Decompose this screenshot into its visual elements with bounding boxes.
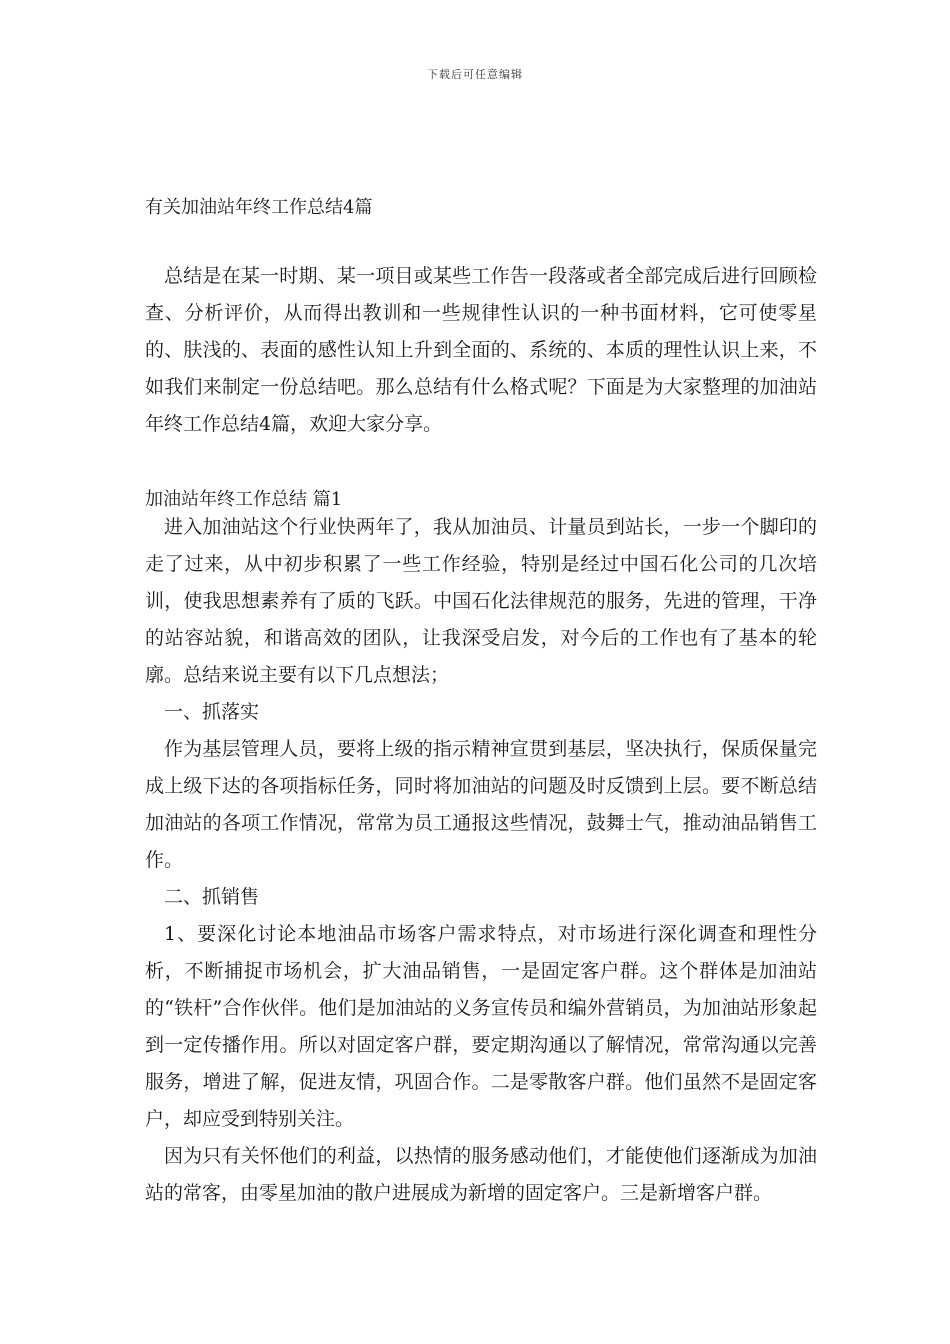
subheading: 二、抓销售 (164, 886, 260, 908)
page-header-note: 下载后可任意编辑 (427, 68, 523, 81)
intro-paragraph: 总结是在某一时期、某一项目或某些工作告一段落或者全部完成后进行回顾检查、分析评价，从而得出教训和一些规律性认识的一种书面材料，它可使零星的、肤浅的、表面的感性认知上升到全面的、系统的、本质的理性认识上来，不如我们来制定一份总结吧。那么总结有什么格式呢？下面是为大家整理的加油站年终工作总结4篇，欢迎大家分享。 (145, 265, 817, 435)
section-body (145, 509, 817, 1212)
paragraph: 因为只有关怀他们的利益，以热情的服务感动他们，才能使他们逐渐成为加油站的常客，由零星加油的散户进展成为新增的固定客户。三是新增客户群。 (145, 1145, 817, 1204)
paragraph: 作为基层管理人员，要将上级的指示精神宣贯到基层，坚决执行，保质保量完成上级下达的各项指标任务，同时将加油站的问题及时反馈到上层。要不断总结加油站的各项工作情况，常常为员工通报这些情况，鼓舞士气，推动油品销售工作。 (145, 738, 817, 871)
intro-paragraph-block (145, 258, 817, 443)
paragraph: 进入加油站这个行业快两年了，我从加油员、计量员到站长，一步一个脚印的走了过来，从中初步积累了一些工作经验，特别是经过中国石化公司的几次培训，使我思想素养有了质的飞跃。中国石化法律规范的服务，先进的管理，干净的站容站貌，和谐高效的团队，让我深受启发，对今后的工作也有了基本的轮廓。总结来说主要有以下几点想法； (145, 516, 817, 686)
document-title: 有关加油站年终工作总结4篇 (145, 197, 373, 218)
subheading: 一、抓落实 (164, 701, 260, 723)
section-heading: 加油站年终工作总结 篇1 (145, 489, 343, 510)
paragraph: 1、要深化讨论本地油品市场客户需求特点，对市场进行深化调查和理性分析，不断捕捉市场机会，扩大油品销售，一是固定客户群。这个群体是加油站的“铁杆”合作伙伴。他们是加油站的义务宣传员和编外营销员，为加油站形象起到一定传播作用。所以对固定客户群，要定期沟通以了解情况，常常沟通以完善服务，增进了解，促进友情，巩固合作。二是零散客户群。他们虽然不是固定客户，却应受到特别关注。 (145, 923, 817, 1130)
